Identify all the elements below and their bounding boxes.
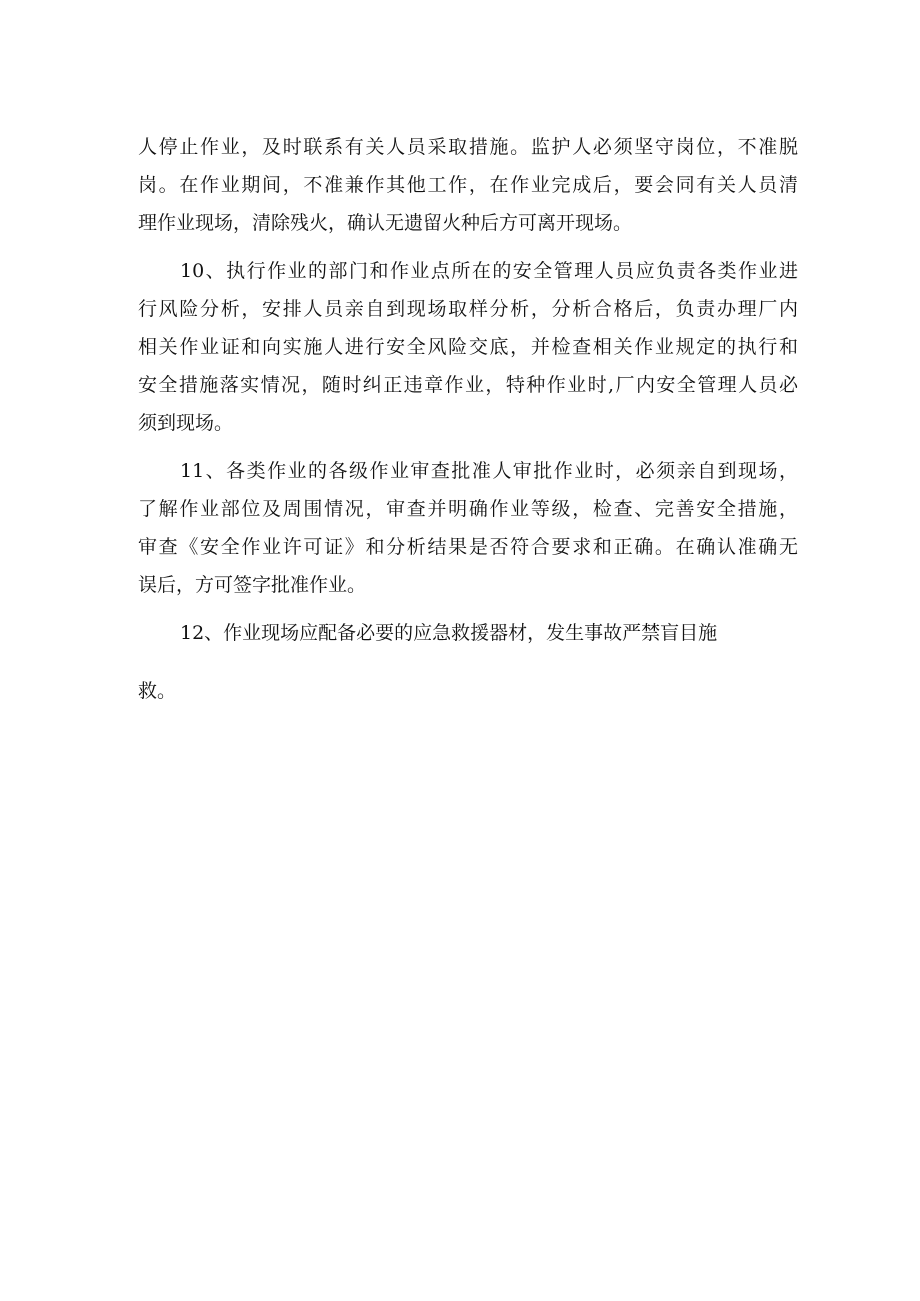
text-line: 了解作业部位及周围情况，审查并明确作业等级，检查、完善安全措施， bbox=[138, 498, 798, 520]
text-line: 相关作业证和向实施人进行安全风险交底，并检查相关作业规定的执行和 bbox=[138, 336, 798, 358]
paragraph-item-12 bbox=[138, 614, 798, 710]
paragraph-gap bbox=[138, 604, 798, 614]
text-line: 误后，方可签字批准作业。 bbox=[138, 574, 367, 596]
paragraph-gap bbox=[138, 442, 798, 452]
text-line: 岗。在作业期间，不准兼作其他工作，在作业完成后，要会同有关人员清 bbox=[138, 174, 798, 196]
text-line: 12、作业现场应配备必要的应急救援器材，发生事故严禁盲目施 bbox=[180, 622, 718, 644]
text-line: 审查《安全作业许可证》和分析结果是否符合要求和正确。在确认准确无 bbox=[138, 536, 798, 558]
paragraph-item-10 bbox=[138, 252, 798, 442]
document-body bbox=[138, 128, 798, 710]
paragraph-item-11 bbox=[138, 452, 798, 604]
line-gap bbox=[138, 652, 798, 672]
text-line: 行风险分析，安排人员亲自到现场取样分析，分析合格后，负责办理厂内 bbox=[138, 298, 798, 320]
text-line: 须到现场。 bbox=[138, 412, 234, 434]
text-line: 救。 bbox=[138, 680, 177, 702]
text-line: 理作业现场，清除残火，确认无遗留火种后方可离开现场。 bbox=[138, 212, 633, 234]
text-line: 人停止作业，及时联系有关人员采取措施。监护人必须坚守岗位，不准脱 bbox=[138, 136, 798, 158]
text-line: 10、执行作业的部门和作业点所在的安全管理人员应负责各类作业进 bbox=[180, 260, 798, 282]
text-line: 11、各类作业的各级作业审查批准人审批作业时，必须亲自到现场， bbox=[180, 460, 798, 482]
text-line: 安全措施落实情况，随时纠正违章作业，特种作业时,厂内安全管理人员必 bbox=[138, 374, 798, 396]
paragraph-continued bbox=[138, 128, 798, 242]
paragraph-gap bbox=[138, 242, 798, 252]
